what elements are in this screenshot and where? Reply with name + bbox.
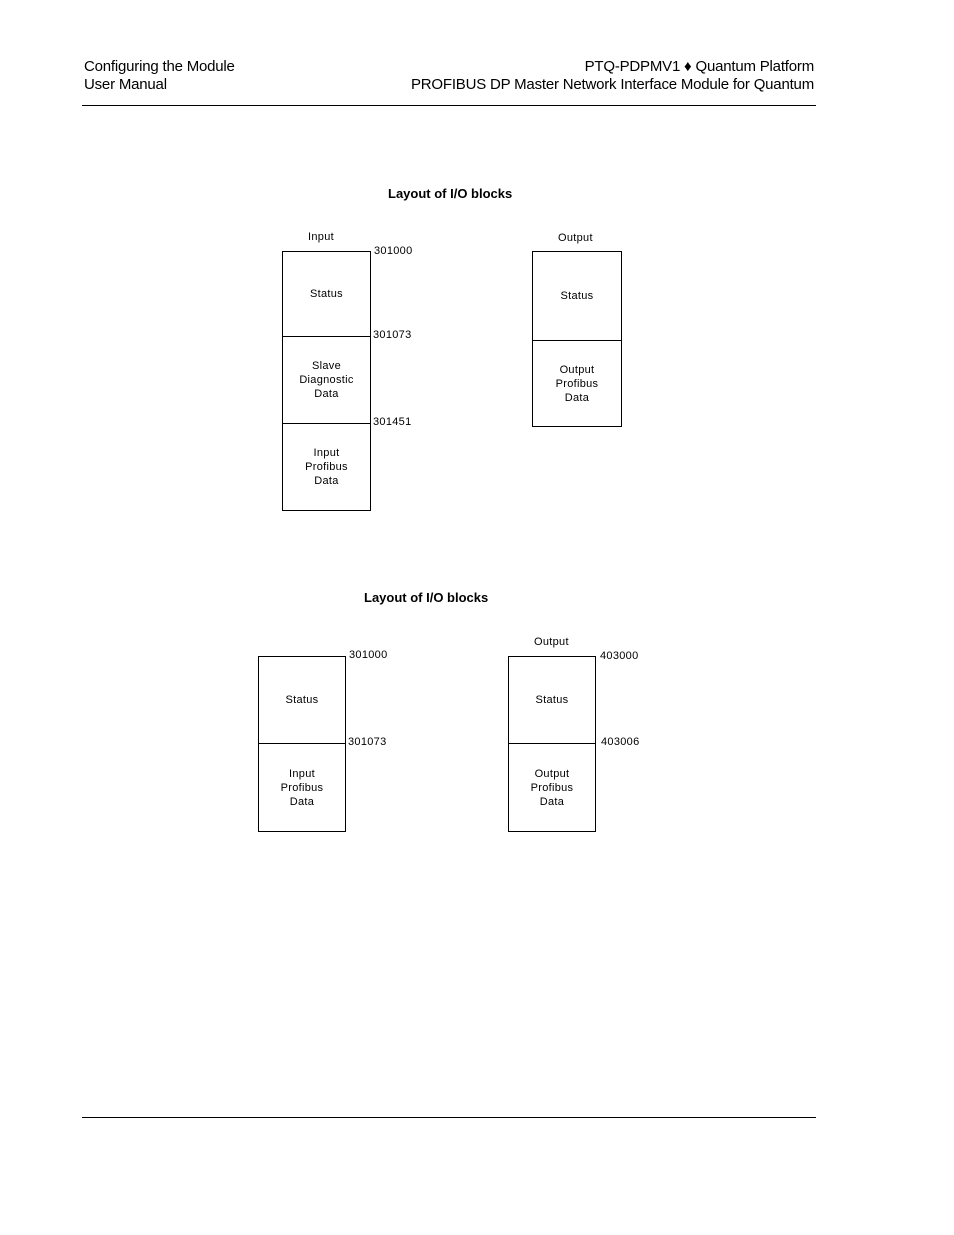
block-label: Input Profibus Data <box>280 767 324 808</box>
block-label: Output Profibus Data <box>555 363 599 404</box>
diagram1-address-2: 301073 <box>373 329 412 341</box>
diagram1-output-label: Output <box>558 232 593 244</box>
diagram2-input-address-1: 301000 <box>349 649 388 661</box>
diagram2-output-status-block <box>508 656 596 744</box>
diagram2-input-address-2: 301073 <box>348 736 387 748</box>
footer-rule <box>82 1117 816 1118</box>
diagram1-output-status-block <box>532 251 622 341</box>
block-label: Slave Diagnostic Data <box>299 360 354 400</box>
diagram2-output-label: Output <box>534 636 569 648</box>
diagram2-title: Layout of I/O blocks <box>364 590 489 605</box>
product-name: PTQ-PDPMV1 ♦ Quantum Platform <box>584 58 814 75</box>
diagram2-input-profibus-block <box>258 743 346 832</box>
diagram1-address-1: 301000 <box>374 245 413 257</box>
diagram2-input-status-block <box>258 656 346 744</box>
header-right <box>411 58 814 94</box>
block-label: Input Profibus Data <box>305 447 348 487</box>
product-description: PROFIBUS DP Master Network Interface Module for Quantum <box>410 76 814 93</box>
header-rule <box>82 105 816 106</box>
diagram1-input-slave-diagnostic-block <box>282 336 371 424</box>
diagram1-address-3: 301451 <box>373 416 412 428</box>
document-type: User Manual <box>84 76 167 93</box>
block-label: Status <box>560 290 594 302</box>
diagram1-title: Layout of I/O blocks <box>388 186 513 201</box>
block-label: Status <box>285 694 319 706</box>
section-title: Configuring the Module <box>84 58 235 75</box>
header-left <box>84 58 235 94</box>
diagram2-output-profibus-block <box>508 743 596 832</box>
block-label: Output Profibus Data <box>530 767 574 808</box>
block-label: Status <box>535 694 569 706</box>
diagram1-input-profibus-block <box>282 423 371 511</box>
diagram1-input-status-block <box>282 251 371 337</box>
diagram1-output-profibus-block <box>532 340 622 427</box>
diagram2-output-address-1: 403000 <box>600 650 639 662</box>
diagram1-input-label: Input <box>308 231 334 243</box>
diagram2-output-address-2: 403006 <box>601 736 640 748</box>
block-label: Status <box>310 288 343 300</box>
